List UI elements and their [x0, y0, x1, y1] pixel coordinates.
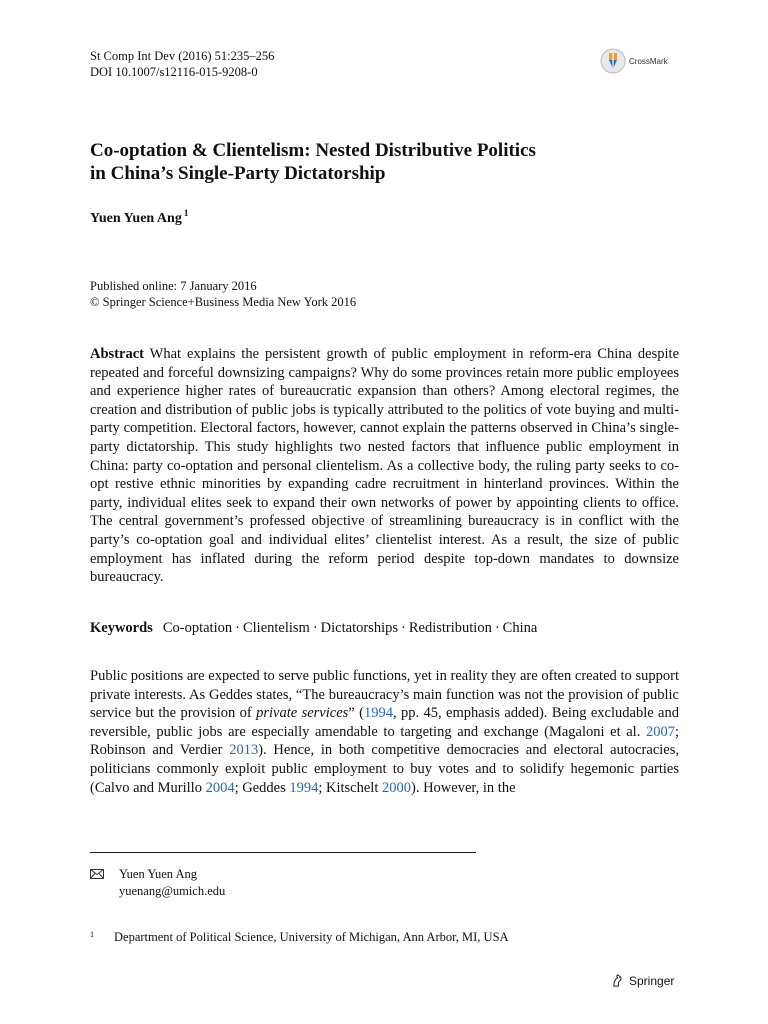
author: [90, 208, 188, 227]
corresponding-author: [90, 866, 225, 900]
doi[interactable]: DOI 10.1007/s12116-015-9208-0: [90, 65, 258, 79]
body-text: ; Robinson and Verdier: [90, 723, 679, 759]
affiliation: [90, 930, 509, 945]
author-affiliation-marker[interactable]: 1: [183, 208, 189, 218]
crossmark-label: CrossMark: [629, 56, 668, 66]
citation-link[interactable]: 1994: [289, 779, 319, 796]
keyword-separator: ·: [312, 620, 318, 636]
citation-link[interactable]: 2007: [645, 723, 675, 740]
springer-horse-icon: [610, 973, 625, 988]
publisher-logo: [610, 973, 674, 988]
title-line-1: Co-optation & Clientelism: Nested Distributive Politics: [90, 140, 536, 161]
body-text: ; Kitschelt: [318, 779, 382, 796]
title-line-2: in China’s Single-Party Dictatorship: [90, 163, 386, 184]
citation-link[interactable]: 2000: [382, 779, 411, 796]
journal-citation: St Comp Int Dev (2016) 51:235–256: [90, 49, 275, 63]
crossmark-badge[interactable]: [600, 48, 668, 74]
abstract: [90, 345, 679, 587]
citation-link[interactable]: 1994: [363, 705, 393, 722]
published-date: Published online: 7 January 2016: [90, 279, 257, 293]
body-text: ; Geddes: [234, 779, 290, 796]
abstract-text: What explains the persistent growth of public employment in reform-era China despite repeated and forceful downsizing campaigns? Why do some provinces retain more public employees and experience higher rates of bureaucratic expansion than others? Among electoral regimes, the creation and distribution of public jobs is typically attributed to the politics of vote buying and multi-party competition. Electoral factors, however, cannot explain the patterns observed in China’s single-party dictatorship. This study highlights two nested factors that influence public employment in China: party co-optation and personal clientelism. As a collective body, the ruling party seeks to co-opt restive ethnic minorities by expanding cadre recruitment in hinterland provinces. Within the party, individual elites seek to expand their own networks of power by appointing clients to office. The central government’s professed objective of streamlining bureaucracy is in conflict with the party’s co-optation goal and individual elites’ clientelist interest. As a result, the size of public employment has inflated during the reform period despite top-down mandates to downsize bureaucracy.: [90, 346, 680, 586]
copyright: © Springer Science+Business Media New York 2016: [90, 295, 357, 309]
keywords-label: Keywords: [90, 620, 153, 636]
body-text: ). Hence, in both competitive democracies and electoral autocracies, politicians commonly exploit public employment to buy votes and to solidify hegemonic parties (Calvo and Murillo: [90, 742, 679, 796]
citation-link[interactable]: 2013: [229, 742, 259, 759]
body-emphasis: private services: [256, 705, 349, 722]
keyword: Co-optation: [162, 620, 233, 636]
citation-link[interactable]: 2004: [205, 779, 235, 796]
envelope-icon: [90, 869, 104, 879]
keyword-separator: ·: [401, 620, 406, 636]
publisher-name: Springer: [629, 973, 675, 988]
keyword: Clientelism: [242, 620, 310, 636]
affiliation-text: Department of Political Science, University of Michigan, Ann Arbor, MI, USA: [114, 930, 509, 944]
crossmark-icon: [600, 48, 626, 74]
keywords: [90, 620, 537, 637]
body-text: ” (: [348, 705, 364, 722]
body-text: ). However, in the: [411, 779, 516, 796]
contact-name: Yuen Yuen Ang: [119, 867, 198, 881]
keyword: Redistribution: [408, 620, 492, 636]
keyword-separator: ·: [494, 620, 500, 636]
article-title: [90, 139, 690, 185]
keyword: Dictatorships: [320, 620, 398, 636]
contact-email[interactable]: yuenang@umich.edu: [119, 884, 226, 898]
abstract-label: Abstract: [90, 346, 144, 362]
footnote-divider: [90, 852, 476, 853]
author-name: Yuen Yuen Ang: [90, 211, 182, 226]
affiliation-number: 1: [90, 930, 94, 939]
publication-info: [90, 278, 356, 310]
body-text: , pp. 45, emphasis added). Being excludable and reversible, public jobs are especially amendable to targeting and exchange (Magaloni et al.: [90, 705, 679, 740]
keyword-separator: ·: [235, 620, 240, 636]
keyword: China: [502, 620, 538, 636]
journal-header: [90, 48, 274, 80]
body-text: Public positions are expected to serve public functions, yet in reality they are often created to support private interests. As Geddes states, “The bureaucracy’s main function was not the provision of public service but the provision of: [90, 668, 679, 722]
body-paragraph: [90, 667, 679, 797]
